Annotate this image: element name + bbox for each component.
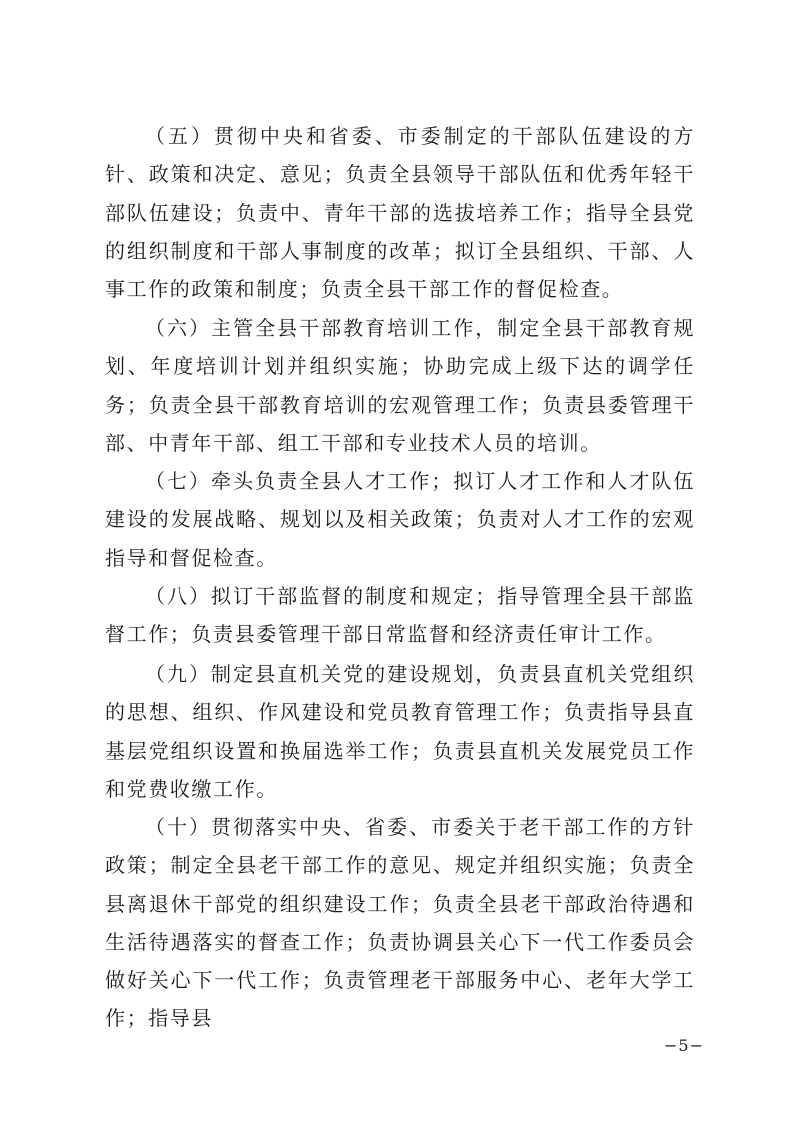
page-number: −5− [664,1036,704,1055]
paragraph-7: （七）牵头负责全县人才工作；拟订人才工作和人才队伍建设的发展战略、规划以及相关政策；负责对人才工作的宏观指导和督促检查。 [105,469,695,570]
paragraph-5: （五）贯彻中央和省委、市委制定的干部队伍建设的方针、政策和决定、意见；负责全县领导干部队伍和优秀年轻干部队伍建设；负责中、青年干部的选拔培养工作；指导全县党的组织制度和干部人事制度的改革；拟订全县组织、干部、人事工作的政策和制度；负责全县干部工作的督促检查。 [105,124,695,302]
paragraph-8: （八）拟订干部监督的制度和规定；指导管理全县干部监督工作；负责县委管理干部日常监督和经济责任审计工作。 [105,584,695,647]
paragraph-9: （九）制定县直机关党的建设规划，负责县直机关党组织的思想、组织、作风建设和党员教育管理工作；负责指导县直基层党组织设置和换届选举工作；负责县直机关发展党员工作和党费收缴工作。 [105,662,695,801]
paragraph-6: （六）主管全县干部教育培训工作，制定全县干部教育规划、年度培训计划并组织实施；协助完成上级下达的调学任务；负责全县干部教育培训的宏观管理工作；负责县委管理干部、中青年干部、组工干部和专业技术人员的培训。 [105,316,695,455]
paragraph-10: （十）贯彻落实中央、省委、市委关于老干部工作的方针政策；制定全县老干部工作的意见、规定并组织实施；负责全县离退休干部党的组织建设工作；负责全县老干部政治待遇和生活待遇落实的督查工作；负责协调县关心下一代工作委员会做好关心下一代工作；负责管理老干部服务中心、老年大学工作；指导县 [105,815,695,1031]
